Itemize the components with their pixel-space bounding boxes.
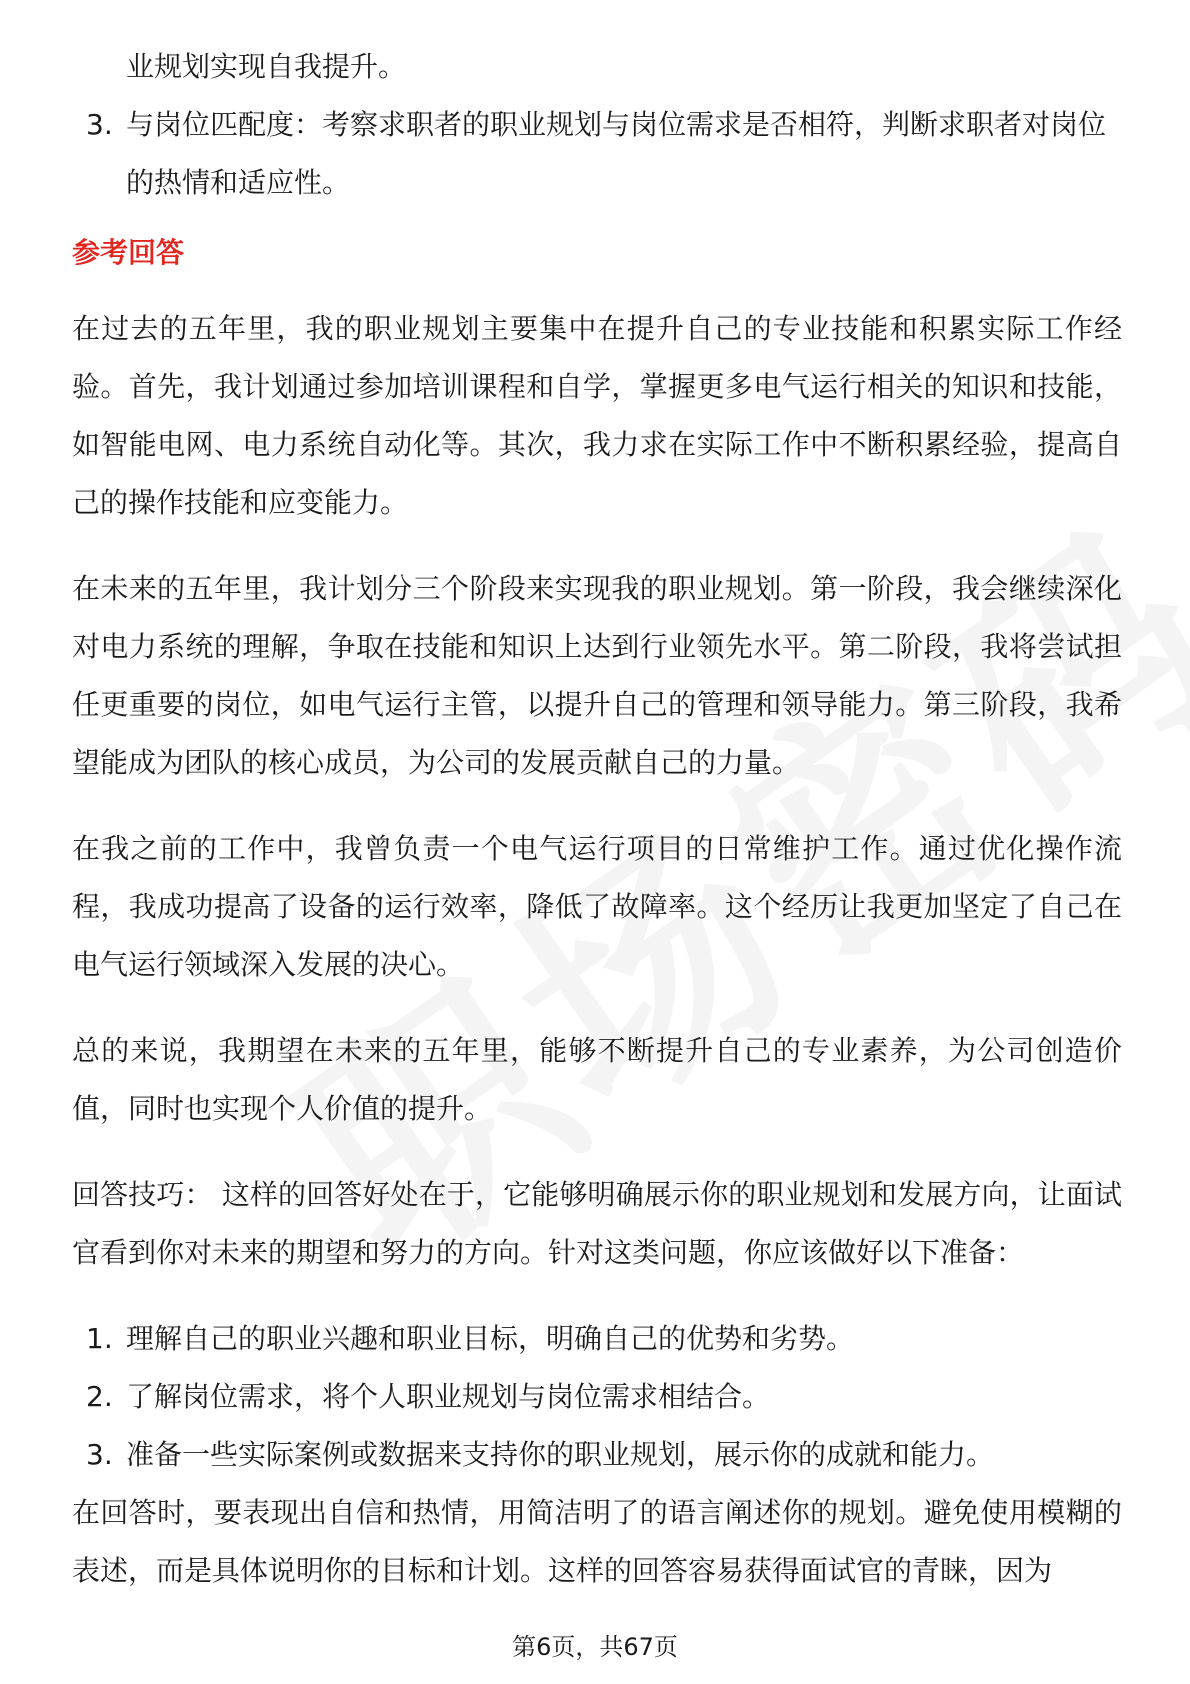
page-content bbox=[72, 38, 1122, 1628]
paragraph-future-plan: 在未来的五年里，我计划分三个阶段来实现我的职业规划。第一阶段，我会继续深化对电力系统的理解，争取在技能和知识上达到行业领先水平。第二阶段，我将尝试担任更重要的岗位，如电气运行主管，以提升自己的管理和领导能力。第三阶段，我希望能成为团队的核心成员，为公司的发展贡献自己的力量。 bbox=[72, 572, 1122, 779]
list-item bbox=[72, 1310, 1122, 1368]
list-item bbox=[72, 96, 1122, 212]
section-heading: 参考回答 bbox=[72, 236, 185, 269]
list-item bbox=[72, 1368, 1122, 1426]
criteria-list bbox=[72, 96, 1122, 212]
list-item-text: 理解自己的职业兴趣和职业目标，明确自己的优势和劣势。 bbox=[126, 1322, 855, 1355]
list-item-text: 了解岗位需求，将个人职业规划与岗位需求相结合。 bbox=[126, 1380, 771, 1413]
paragraph-past-plan: 在过去的五年里，我的职业规划主要集中在提升自己的专业技能和积累实际工作经验。首先，我计划通过参加培训课程和自学，掌握更多电气运行相关的知识和技能，如智能电网、电力系统自动化等。其次，我力求在实际工作中不断积累经验，提高自己的操作技能和应变能力。 bbox=[72, 312, 1122, 519]
list-item bbox=[72, 1426, 1122, 1484]
paragraph-summary: 总的来说，我期望在未来的五年里，能够不断提升自己的专业素养，为公司创造价值，同时也实现个人价值的提升。 bbox=[72, 1034, 1122, 1125]
list-item-text: 与岗位匹配度：考察求职者的职业规划与岗位需求是否相符，判断求职者对岗位的热情和适应性。 bbox=[126, 108, 1107, 199]
list-number: 2. bbox=[86, 1380, 113, 1413]
paragraph-experience: 在我之前的工作中，我曾负责一个电气运行项目的日常维护工作。通过优化操作流程，我成功提高了设备的运行效率，降低了故障率。这个经历让我更加坚定了自己在电气运行领域深入发展的决心。 bbox=[72, 832, 1122, 981]
paragraph-tips: 回答技巧： 这样的回答好处在于，它能够明确展示你的职业规划和发展方向，让面试官看到你对未来的期望和努力的方向。针对这类问题，你应该做好以下准备： bbox=[72, 1178, 1122, 1269]
continuation-line: 业规划实现自我提升。 bbox=[126, 50, 407, 83]
list-number: 3. bbox=[86, 108, 113, 141]
page-footer: 第6页，共67页 bbox=[512, 1633, 678, 1661]
list-item-text: 准备一些实际案例或数据来支持你的职业规划，展示你的成就和能力。 bbox=[126, 1438, 995, 1471]
tips-list bbox=[72, 1310, 1122, 1484]
list-number: 1. bbox=[86, 1322, 113, 1355]
paragraph-closing: 在回答时，要表现出自信和热情，用简洁明了的语言阐述你的规划。避免使用模糊的表述，而是具体说明你的目标和计划。这样的回答容易获得面试官的青睐，因为 bbox=[72, 1496, 1122, 1587]
list-number: 3. bbox=[86, 1438, 113, 1471]
